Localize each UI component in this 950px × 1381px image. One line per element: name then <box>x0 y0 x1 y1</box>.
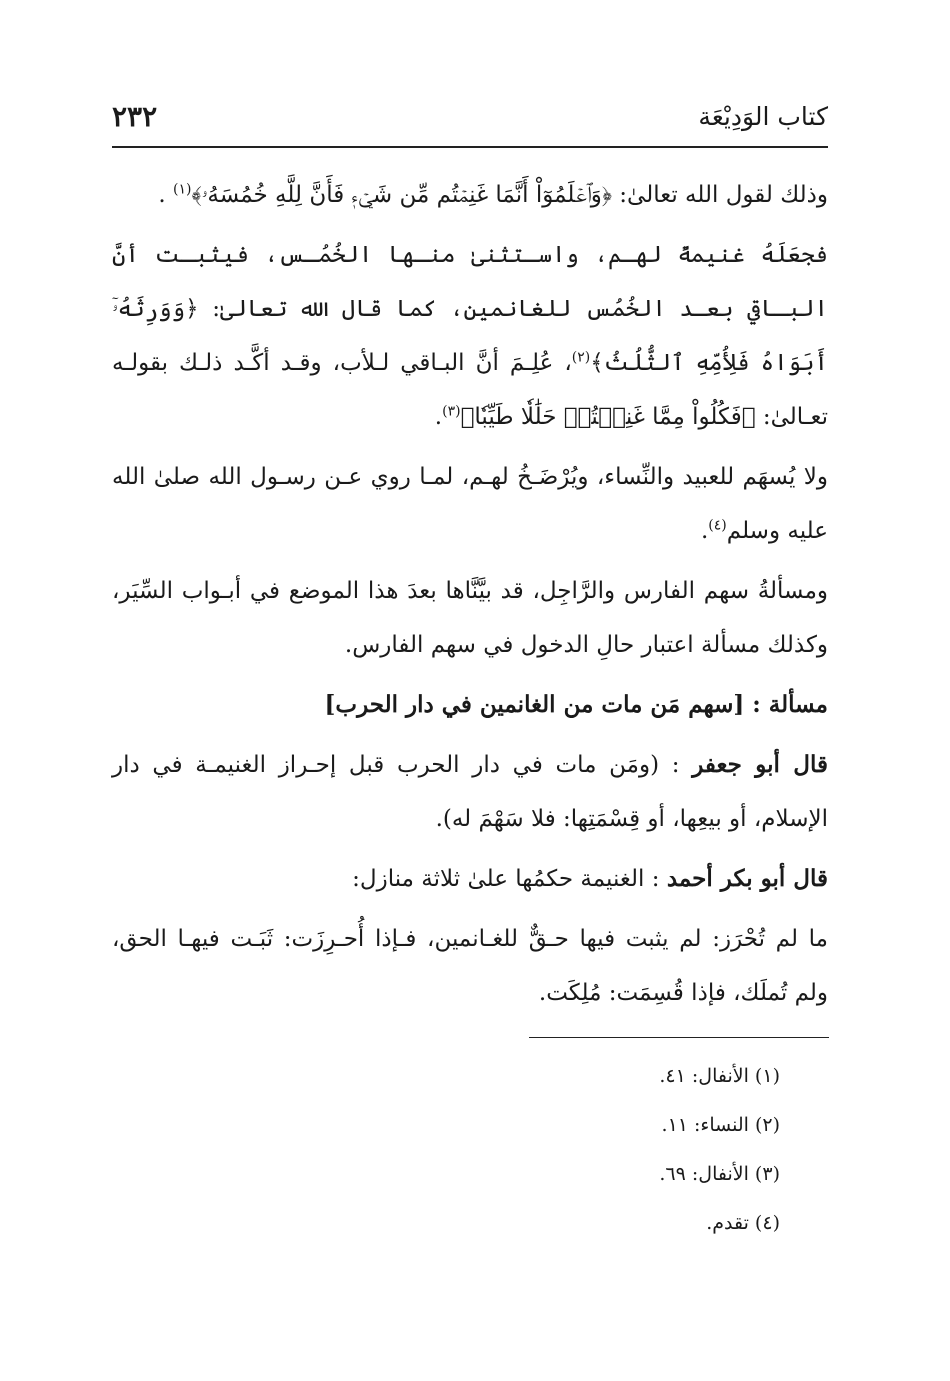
quran-verse: ﴿وَوَرِثَهُۥٓ أَبَوَاهُ فَلِأُمِّهِ ٱلثُّلُثُ﴾ <box>112 296 828 376</box>
paragraph-text: ولا يُسهَم للعبيد والنِّساء، ويُرْضَـخُ لهـم، لمـا روي عـن رسـول الله صلىٰ الله عليه وسلم <box>112 464 828 544</box>
paragraph-text: ومسألةُ سهم الفارس والرَّاجِل، قد بيَّنَّاها بعدَ هذا الموضع في أبـواب السِّيَر، وكذلك مسألة اعتبار حالِ الدخول في سهم الفارس. <box>112 578 828 658</box>
paragraph-7 <box>112 852 828 906</box>
paragraph-2 <box>112 228 828 444</box>
footnote-2: (٢) النساء: ١١. <box>661 1114 780 1136</box>
footnote-ref: (٢) <box>571 349 591 366</box>
paragraph-3 <box>112 450 828 558</box>
paragraph-text: وذلك لقول الله تعالىٰ: <box>612 182 828 208</box>
main-text <box>112 168 828 1020</box>
footnote-ref: (٤) <box>708 517 727 534</box>
section-heading: مسألة : [سهم مَن مات من الغانمين في دار الحرب] <box>324 691 828 718</box>
page-header <box>112 96 828 142</box>
footnote-4: (٤) تقدم. <box>706 1212 780 1234</box>
issue-heading <box>112 678 828 732</box>
paragraph-tail: . <box>700 518 709 544</box>
paragraph-text: : (ومَن مات في دار الحرب قبل إحـراز الغنيمـة في دار الإسلام، أو بيعِها، أو قِسْمَتِها: فلا سَهْمَ له). <box>112 752 828 832</box>
page-number: ٢٣٢ <box>112 100 158 133</box>
paragraph-tail: . <box>158 182 173 208</box>
footnote-1: (١) الأنفال: ٤١. <box>659 1065 780 1087</box>
paragraph-8 <box>112 912 828 1020</box>
paragraph-text: فجعَلَهُ غنيمةً لهـم، واسـتثنىٰ منـها الخُمُـس، فيثبـت أنَّ البـاقي بعـد الخُمُس للغانمين، كما قال الله تعالىٰ: <box>112 242 828 322</box>
paragraph-1 <box>112 168 828 222</box>
footnote-ref: (١) <box>172 181 192 198</box>
footnote-divider <box>529 1037 829 1038</box>
header-divider <box>112 146 828 148</box>
footnote-3: (٣) الأنفال: ٦٩. <box>659 1163 780 1185</box>
paragraph-text: : الغنيمة حكمُها علىٰ ثلاثة منازل: <box>352 866 667 892</box>
speaker-label: قال أبو بكر أحمد <box>666 865 828 892</box>
paragraph-tail: . <box>434 404 443 430</box>
paragraph-text: ، عُلِـمَ أنَّ البـاقي لـلأب، وقـد أكَّـد ذلـك بقولـه تعـالىٰ: <box>112 350 828 430</box>
quran-verse: ﴿فَكُلُواْ مِمَّا غَنِمۡتُمۡ حَلَٰلٗا طَيِّبٗا﴾ <box>460 404 756 430</box>
quran-verse: ﴿وَٱعۡلَمُوٓاْ أَنَّمَا غَنِمۡتُم مِّن شَيۡءٖ فَأَنَّ لِلَّهِ خُمُسَهُۥ﴾ <box>191 182 612 208</box>
paragraph-4 <box>112 564 828 672</box>
paragraph-6 <box>112 738 828 846</box>
footnote-ref: (٣) <box>442 403 461 420</box>
paragraph-text: ما لم تُحْرَز: لم يثبت فيها حـقٌّ للغـانمين، فـإذا أُحـرِزَت: ثَبَـت فيهـا الحق، ولم تُملَك، فإذا قُسِمَت: مُلِكَت. <box>112 926 828 1006</box>
speaker-label: قال أبو جعفر <box>692 751 828 778</box>
running-title: كتاب الوَدِيْعَة <box>698 102 828 131</box>
footnotes <box>380 1052 780 1248</box>
